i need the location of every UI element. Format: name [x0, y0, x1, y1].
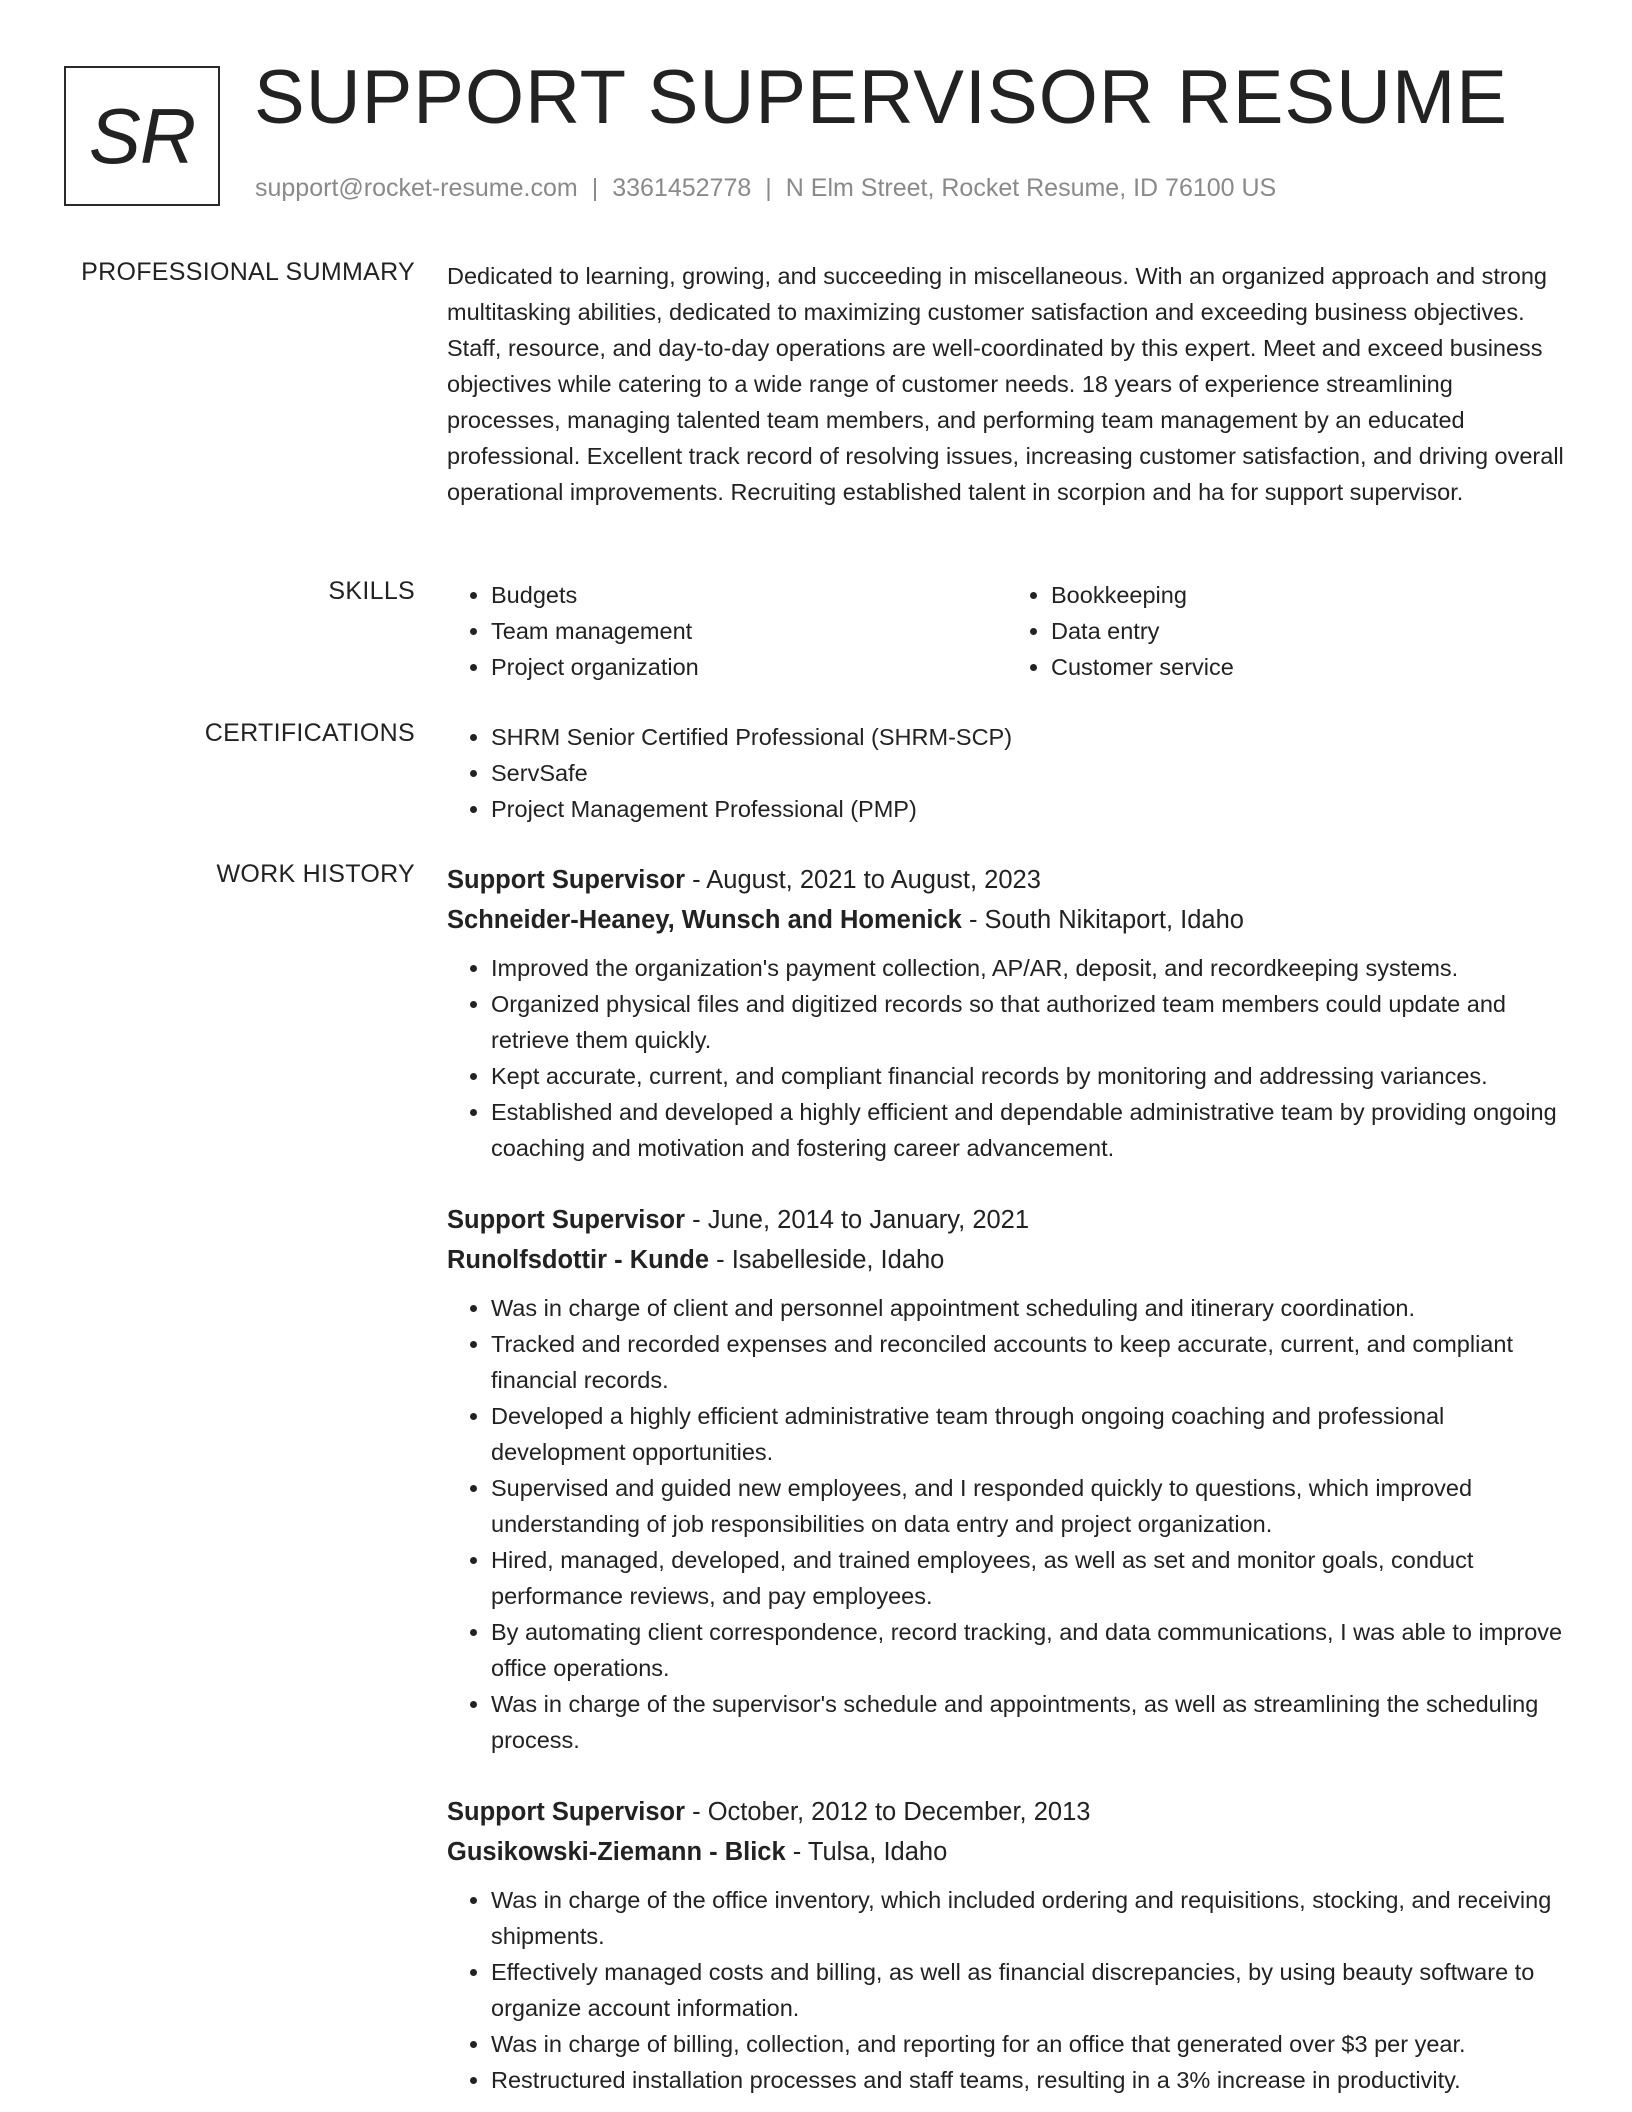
- job-company-line: [447, 900, 1567, 940]
- list-item: • Established and developed a highly efficient and dependable administrative team by providing ongoing coaching and motivation and fostering career advancement.: [491, 1094, 1567, 1166]
- contact-separator: |: [591, 174, 599, 202]
- job-entry: [447, 1200, 1567, 1758]
- contact-phone: 3361452778: [612, 174, 752, 202]
- contact-separator: |: [765, 174, 772, 202]
- list-item: • Customer service: [1051, 649, 1567, 685]
- job-title-line: [447, 1792, 1567, 1832]
- summary-body: [447, 258, 1567, 510]
- job-location: - South Nikitaport, Idaho: [961, 906, 1244, 934]
- list-item: • Effectively managed costs and billing, as well as financial discrepancies, by using beauty software to organize account information.: [491, 1954, 1567, 2026]
- contact-line: [255, 174, 1276, 203]
- job-company-line: [447, 1240, 1567, 1280]
- contact-address: N Elm Street, Rocket Resume, ID 76100 US: [785, 174, 1277, 202]
- list-item: • Organized physical files and digitized records so that authorized team members could update and retrieve them quickly.: [491, 986, 1567, 1058]
- certifications-list: [447, 719, 1567, 827]
- list-item: • Budgets: [491, 577, 1007, 613]
- page-title: SUPPORT SUPERVISOR RESUME: [254, 55, 1508, 140]
- list-item: • Team management: [491, 613, 1007, 649]
- job-bullets: [447, 1290, 1567, 1758]
- job-title: Support Supervisor: [447, 866, 686, 894]
- summary-text: Dedicated to learning, growing, and succeeding in miscellaneous. With an organized approach and strong multitasking abilities, dedicated to maximizing customer satisfaction and exceeding business objectives. Staff, resource, and day-to-day operations are well-coordinated by this expert. Meet and exceed business objectives while catering to a wide range of customer needs. 18 years of experience streamlining processes, managing talented team members, and performing team management by an educated professional. Excellent track record of resolving issues, increasing customer satisfaction, and driving overall operational improvements. Recruiting established talent in scorpion and ha for support supervisor.: [447, 263, 1564, 505]
- job-title: Support Supervisor: [447, 1206, 686, 1234]
- contact-email: support@rocket-resume.com: [255, 174, 578, 202]
- job-location: - Isabelleside, Idaho: [709, 1246, 945, 1274]
- list-item: • Was in charge of billing, collection, and reporting for an office that generated over $3 per year.: [491, 2026, 1567, 2062]
- skills-list-left: [447, 577, 1007, 685]
- section-heading-skills: SKILLS: [328, 577, 415, 605]
- list-item: • Kept accurate, current, and compliant financial records by monitoring and addressing variances.: [491, 1058, 1567, 1094]
- job-company: Schneider-Heaney, Wunsch and Homenick: [447, 906, 962, 934]
- list-item: • Improved the organization's payment collection, AP/AR, deposit, and recordkeeping systems.: [491, 950, 1567, 986]
- section-heading-certifications: CERTIFICATIONS: [204, 719, 415, 747]
- section-heading-summary: PROFESSIONAL SUMMARY: [81, 258, 415, 286]
- job-company-line: [447, 1832, 1567, 1872]
- job-title: Support Supervisor: [447, 1798, 686, 1826]
- list-item: • Data entry: [1051, 613, 1567, 649]
- job-entry: [447, 1792, 1567, 2098]
- list-item: • Supervised and guided new employees, and I responded quickly to questions, which improved understanding of job responsibilities on data entry and project organization.: [491, 1470, 1567, 1542]
- section-heading-work-history: WORK HISTORY: [216, 860, 415, 888]
- list-item: • ServSafe: [491, 755, 1567, 791]
- skills-list-right: [1007, 577, 1567, 685]
- job-dates: - October, 2012 to December, 2013: [685, 1798, 1091, 1826]
- job-company: Gusikowski-Ziemann - Blick: [447, 1838, 786, 1866]
- skills-body: [447, 577, 1567, 685]
- certifications-body: [447, 719, 1567, 827]
- list-item: • Was in charge of the office inventory, which included ordering and requisitions, stocking, and receiving shipments.: [491, 1882, 1567, 1954]
- list-item: • Project organization: [491, 649, 1007, 685]
- job-dates: - August, 2021 to August, 2023: [685, 866, 1041, 894]
- list-item: • Bookkeeping: [1051, 577, 1567, 613]
- list-item: • By automating client correspondence, record tracking, and data communications, I was able to improve office operations.: [491, 1614, 1567, 1686]
- monogram-logo: SR: [64, 66, 220, 206]
- job-dates: - June, 2014 to January, 2021: [685, 1206, 1030, 1234]
- job-title-line: [447, 860, 1567, 900]
- list-item: • Project Management Professional (PMP): [491, 791, 1567, 827]
- list-item: • Restructured installation processes and staff teams, resulting in a 3% increase in productivity.: [491, 2062, 1567, 2098]
- work-history-body: [447, 860, 1567, 2098]
- job-bullets: [447, 1882, 1567, 2098]
- job-title-line: [447, 1200, 1567, 1240]
- list-item: • Was in charge of the supervisor's schedule and appointments, as well as streamlining the scheduling process.: [491, 1686, 1567, 1758]
- job-location: - Tulsa, Idaho: [785, 1838, 948, 1866]
- job-entry: [447, 860, 1567, 1166]
- list-item: • Hired, managed, developed, and trained employees, as well as set and monitor goals, conduct performance reviews, and pay employees.: [491, 1542, 1567, 1614]
- list-item: • Tracked and recorded expenses and reconciled accounts to keep accurate, current, and compliant financial records.: [491, 1326, 1567, 1398]
- list-item: • Was in charge of client and personnel appointment scheduling and itinerary coordination.: [491, 1290, 1567, 1326]
- list-item: • Developed a highly efficient administrative team through ongoing coaching and professional development opportunities.: [491, 1398, 1567, 1470]
- list-item: • SHRM Senior Certified Professional (SHRM-SCP): [491, 719, 1567, 755]
- job-bullets: [447, 950, 1567, 1166]
- job-company: Runolfsdottir - Kunde: [447, 1246, 710, 1274]
